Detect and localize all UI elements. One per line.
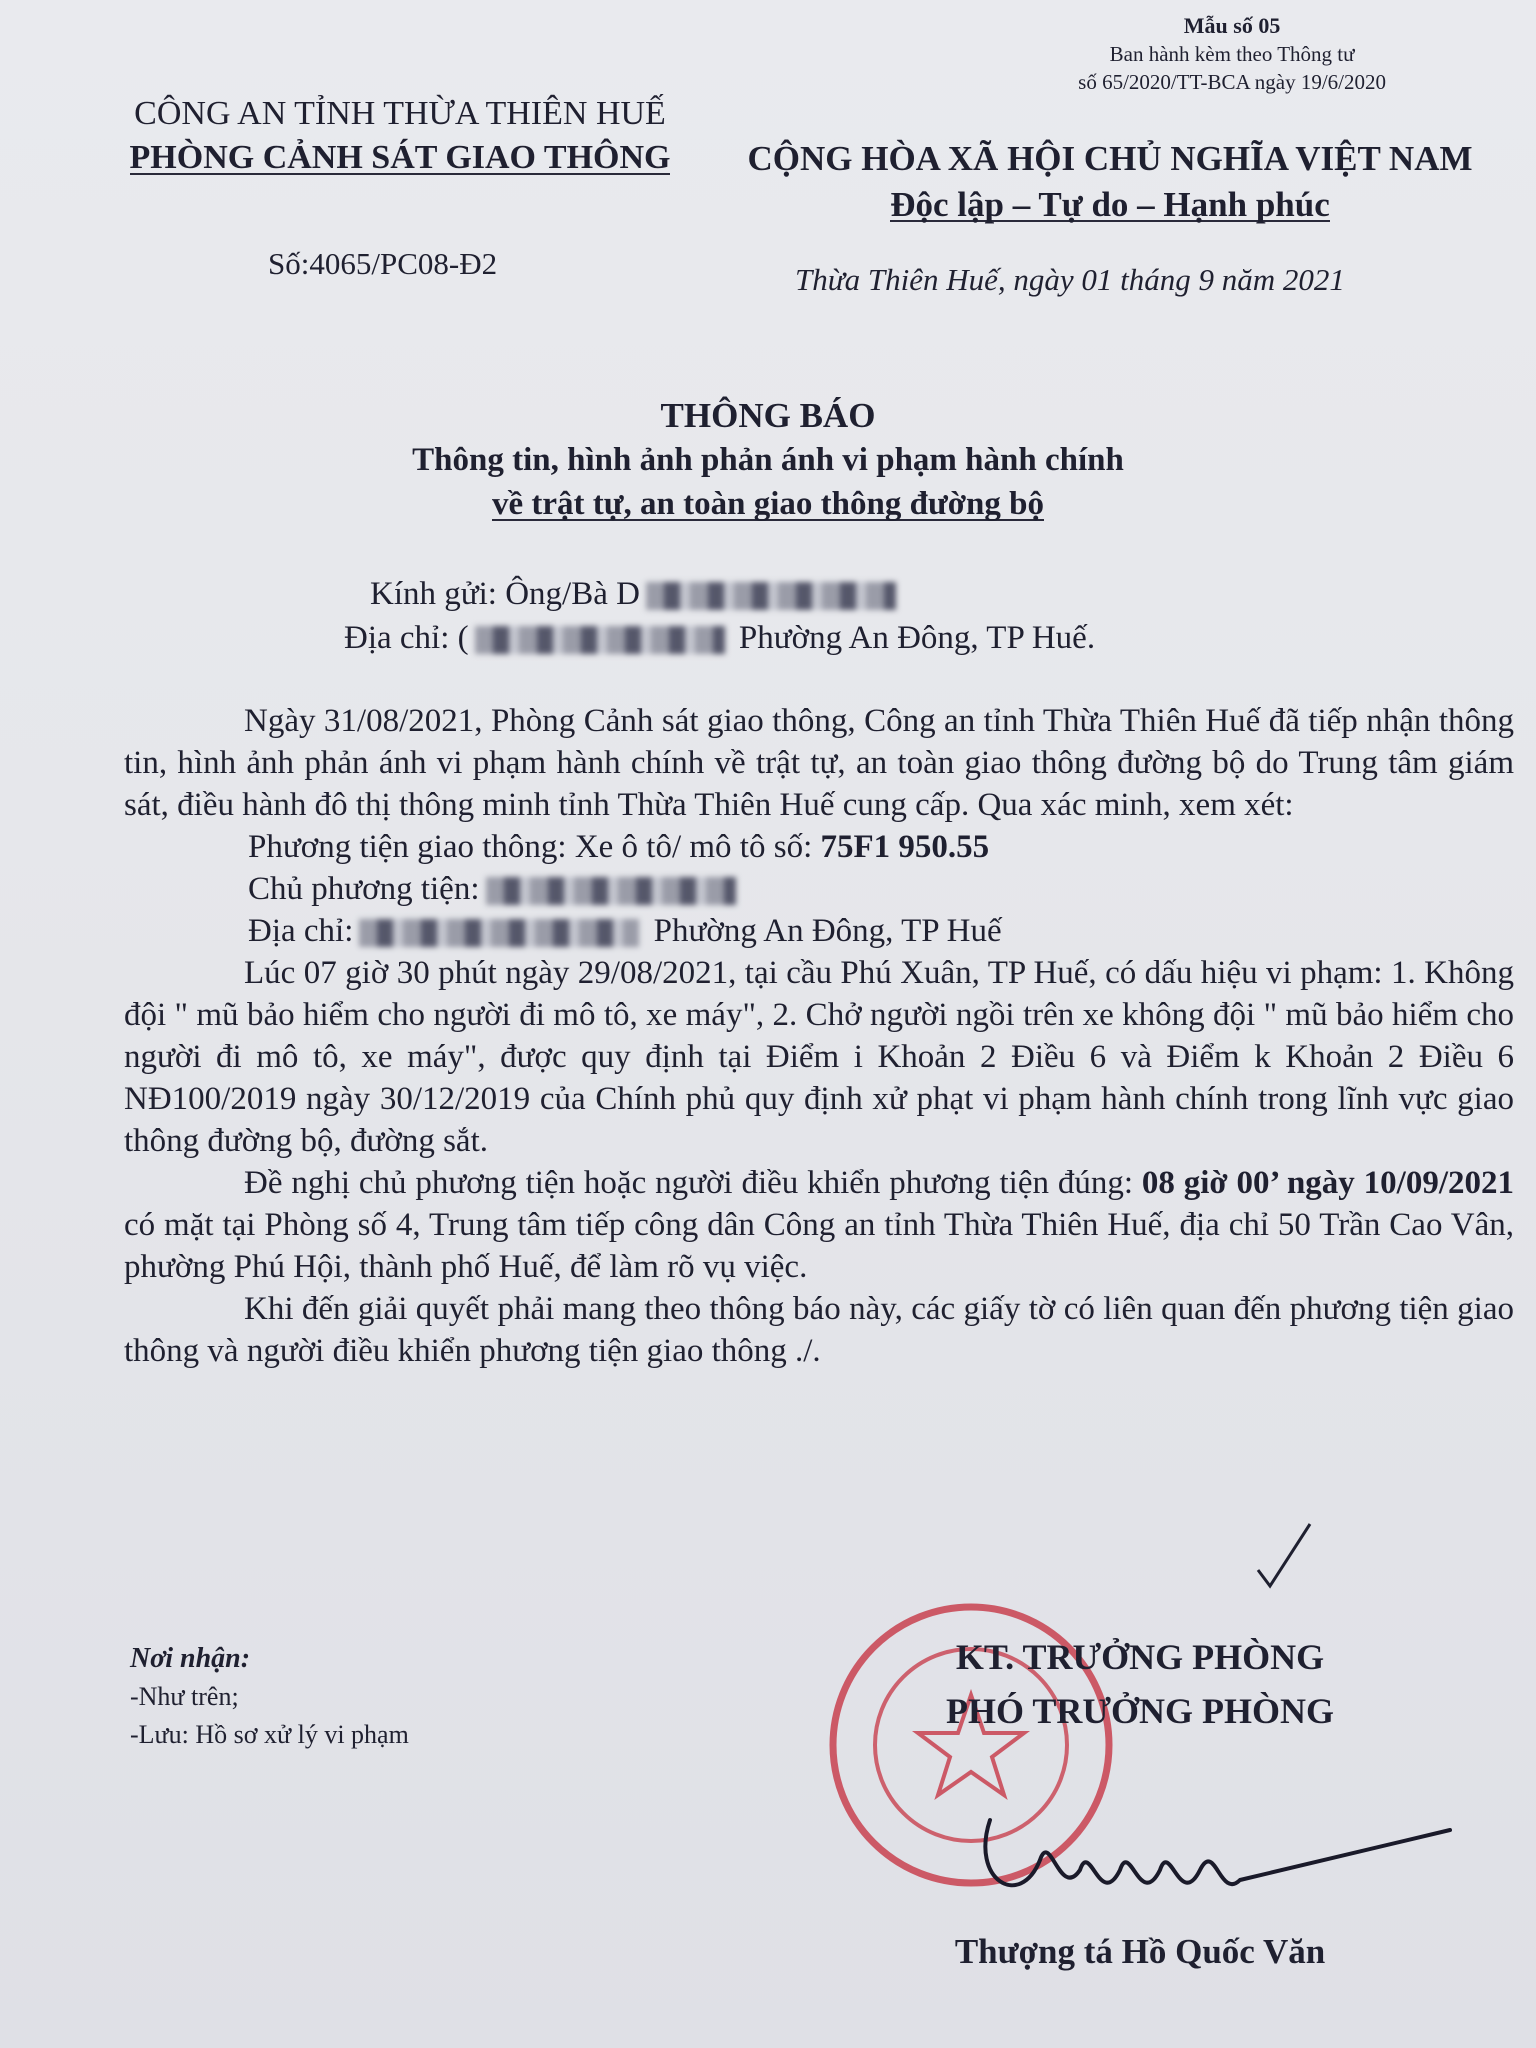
vehicle-plate: 75F1 950.55 bbox=[820, 829, 990, 865]
owner-address-tail: Phường An Đông, TP Huế bbox=[653, 913, 1002, 949]
receiver-item-2: -Lưu: Hồ sơ xử lý vi phạm bbox=[130, 1720, 409, 1749]
paragraph-intro: Ngày 31/08/2021, Phòng Cảnh sát giao thông, Công an tỉnh Thừa Thiên Huế đã tiếp nhận thông tin, hình ảnh phản ánh vi phạm hành chính về trật tự, an toàn giao thông đường bộ do Trung tâm giám sát, điều hành đô thị thông minh tỉnh Thừa Thiên Huế cung cấp. Qua xác minh, xem xét: bbox=[124, 703, 1514, 823]
paragraph-request bbox=[124, 1162, 1514, 1288]
subtitle-line1: Thông tin, hình ảnh phản ánh vi phạm hành chính bbox=[412, 442, 1124, 478]
recipient-label: Kính gửi: Ông/Bà D bbox=[370, 576, 640, 612]
national-header bbox=[730, 136, 1490, 228]
owner-label: Chủ phương tiện: bbox=[248, 871, 480, 907]
form-reference-line1: Ban hành kèm theo Thông tư bbox=[1109, 42, 1355, 66]
receiver-item-1: -Như trên; bbox=[130, 1682, 239, 1711]
request-text-b: có mặt tại Phòng số 4, Trung tâm tiếp công dân Công an tỉnh Thừa Thiên Huế, địa chỉ 50 Trần Cao Vân, phường Phú Hội, thành phố Huế, để làm rõ vụ việc. bbox=[124, 1207, 1514, 1285]
nation-motto: Độc lập – Tự do – Hạnh phúc bbox=[890, 185, 1330, 224]
recipient-address-label: Địa chỉ: ( bbox=[344, 620, 469, 656]
vehicle-label: Phương tiện giao thông: Xe ô tô/ mô tô số: bbox=[248, 829, 821, 865]
issuer-block bbox=[100, 92, 700, 180]
receivers-title: Nơi nhận: bbox=[130, 1643, 251, 1674]
document-title: THÔNG BÁO bbox=[660, 396, 876, 435]
redacted-owner bbox=[486, 877, 736, 905]
issuer-line2: PHÒNG CẢNH SÁT GIAO THÔNG bbox=[129, 139, 671, 176]
vehicle-line bbox=[124, 826, 1514, 868]
owner-line bbox=[124, 868, 1514, 910]
nation-line1: CỘNG HÒA XÃ HỘI CHỦ NGHĨA VIỆT NAM bbox=[747, 139, 1473, 178]
form-reference-line2: số 65/2020/TT-BCA ngày 19/6/2020 bbox=[1078, 70, 1386, 94]
redacted-name bbox=[646, 582, 896, 610]
document-body bbox=[124, 700, 1514, 1372]
handwritten-signature bbox=[950, 1760, 1470, 1920]
document-number: Số:4065/PC08-Đ2 bbox=[268, 246, 498, 281]
owner-address-line bbox=[124, 910, 1514, 952]
paragraph-violation: Lúc 07 giờ 30 phút ngày 29/08/2021, tại cầu Phú Xuân, TP Huế, có dấu hiệu vi phạm: 1. Không đội " mũ bảo hiểm cho người đi mô tô, xe máy", 2. Chở người ngồi trên xe không đội " mũ bảo hiểm cho người đi mô tô, xe máy", được quy định tại Điểm i Khoản 2 Điều 6 và Điểm k Khoản 2 Điều 6 NĐ100/2019 ngày 30/12/2019 của Chính phủ quy định xử phạt vi phạm hành chính trong lĩnh vực giao thông đường bộ, đường sắt. bbox=[124, 955, 1514, 1159]
signer-line2: PHÓ TRƯỞNG PHÒNG bbox=[945, 1691, 1334, 1731]
recipient-block bbox=[344, 572, 1096, 660]
issuer-line1: CÔNG AN TỈNH THỪA THIÊN HUẾ bbox=[134, 95, 666, 132]
signer-title-block bbox=[860, 1630, 1420, 1738]
signer-line1: KT. TRƯỞNG PHÒNG bbox=[955, 1637, 1325, 1677]
subtitle-line2: về trật tự, an toàn giao thông đường bộ bbox=[491, 486, 1044, 522]
form-number-block bbox=[1078, 12, 1386, 96]
issue-date: Thừa Thiên Huế, ngày 01 tháng 9 năm 2021 bbox=[795, 262, 1345, 297]
redacted-address bbox=[475, 626, 725, 654]
form-number: Mẫu số 05 bbox=[1183, 13, 1281, 38]
paragraph-closing: Khi đến giải quyết phải mang theo thông báo này, các giấy tờ có liên quan đến phương tiện giao thông và người điều khiển phương tiện giao thông ./. bbox=[124, 1291, 1514, 1369]
request-text-a: Đề nghị chủ phương tiện hoặc người điều khiển phương tiện đúng: bbox=[244, 1165, 1142, 1201]
owner-address-label: Địa chỉ: bbox=[248, 913, 354, 949]
signer-name: Thượng tá Hồ Quốc Văn bbox=[954, 1932, 1326, 1971]
receivers-block bbox=[130, 1640, 409, 1754]
document-subtitle bbox=[0, 438, 1536, 526]
redacted-owner-address bbox=[359, 919, 639, 947]
request-appointment: 08 giờ 00’ ngày 10/09/2021 bbox=[1141, 1165, 1514, 1201]
handwritten-check-mark bbox=[1250, 1520, 1320, 1590]
recipient-address-tail: Phường An Đông, TP Huế. bbox=[738, 620, 1096, 656]
